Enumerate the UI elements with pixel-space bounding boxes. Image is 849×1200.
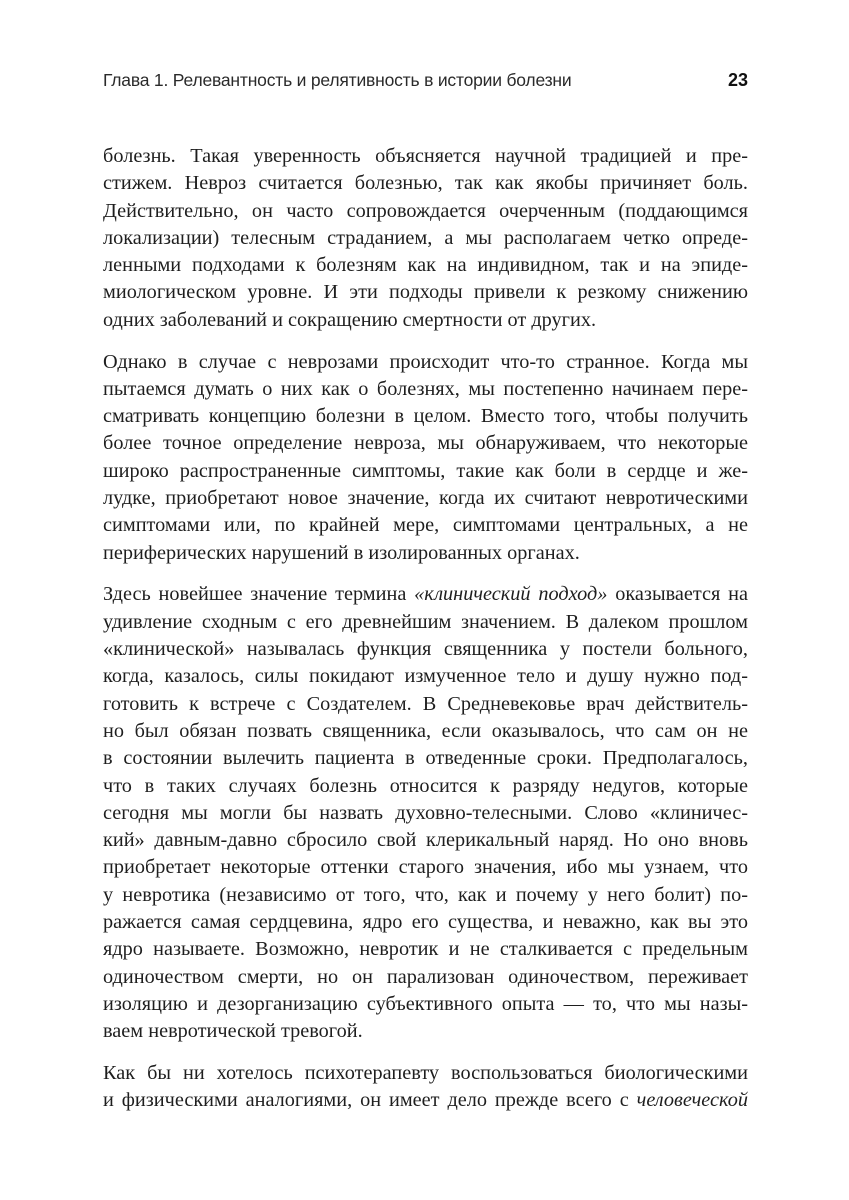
text-line: Однако в случае с неврозами происходит что-то странное. Когда мы xyxy=(103,350,748,373)
text-line: симптомами или, по крайней мере, симптомами центральных, а не xyxy=(103,514,748,537)
text-line: стижем. Невроз считается болезнью, так как якобы причиняет боль. xyxy=(103,172,748,195)
text-line: но был обязан позвать священника, если оказывалось, что сам он не xyxy=(103,719,748,742)
page-number: 23 xyxy=(727,70,748,90)
text-line: одиночеством смерти, но он парализован одиночеством, переживает xyxy=(103,965,748,988)
text-line: одних заболеваний и сокращению смертности от других. xyxy=(103,308,597,331)
chapter-title: Глава 1. Релевантность и релятивность в истории болезни xyxy=(103,70,572,90)
text-line: ядро называете. Возможно, невротик и не сталкивается с предельным xyxy=(103,938,748,961)
paragraph xyxy=(103,1060,748,1115)
paragraph xyxy=(103,143,748,334)
text-line: готовить к встрече с Создателем. В Средневековье врач действитель- xyxy=(103,692,748,715)
text-line: в состоянии вылечить пациента в отведенные сроки. Предполагалось, xyxy=(103,747,748,770)
text-line: приобретает некоторые оттенки старого значения, ибо мы узнаем, что xyxy=(103,856,748,879)
text-line: периферических нарушений в изолированных органах. xyxy=(103,541,580,564)
text-line: лудке, приобретают новое значение, когда их считают невротическими xyxy=(103,487,748,510)
paragraph xyxy=(103,581,748,1045)
text-line: у невротика (независимо от того, что, как и почему у него болит) по- xyxy=(103,883,748,906)
text-line: изоляцию и дезорганизацию субъективного опыта — то, что мы назы- xyxy=(103,992,748,1015)
text-line: «клинической» называлась функция священника у постели больного, xyxy=(103,638,748,661)
text-line: сегодня мы могли бы назвать духовно-телесными. Слово «клиничес- xyxy=(103,801,748,824)
italic-term: человеческой xyxy=(636,1089,748,1112)
text-line: миологическом уровне. И эти подходы привели к резкому снижению xyxy=(103,281,748,304)
text-line: широко распространенные симптомы, такие как боли в сердце и же- xyxy=(103,459,748,482)
running-header xyxy=(103,70,748,96)
text-line: пытаемся думать о них как о болезнях, мы постепенно начинаем пере- xyxy=(103,377,748,400)
text-line: Как бы ни хотелось психотерапевту воспользоваться биологическими xyxy=(103,1062,748,1084)
text-line: болезнь. Такая уверенность объясняется научной традицией и пре- xyxy=(103,145,748,167)
text-line: удивление сходным с его древнейшим значением. В далеком прошлом xyxy=(103,610,748,633)
text-line: ленными подходами к болезням как на индивидном, так и на эпиде- xyxy=(103,254,748,277)
body-text xyxy=(103,143,748,1129)
text-line: ваем невротической тревогой. xyxy=(103,1020,363,1043)
text-run: оказывается на xyxy=(607,583,748,606)
text-line: локализации) телесным страданием, а мы располагаем четко опреде- xyxy=(103,226,748,249)
text-line xyxy=(103,1087,748,1114)
text-line: когда, казалось, силы покидают измученное тело и душу нужно под- xyxy=(103,665,748,688)
text-line: Действительно, он часто сопровождается очерченным (поддающимся xyxy=(103,199,748,222)
text-run: Здесь новейшее значение термина xyxy=(103,583,415,606)
paragraph xyxy=(103,349,748,567)
italic-term: «клинический подход» xyxy=(414,583,608,606)
text-line: более точное определение невроза, мы обнаруживаем, что некоторые xyxy=(103,432,748,455)
text-line: ражается самая сердцевина, ядро его существа, и неважно, как вы это xyxy=(103,911,748,934)
text-line: кий» давным-давно сбросило свой клерикальный наряд. Но оно вновь xyxy=(103,829,748,852)
text-line xyxy=(103,581,748,608)
text-line: сматривать концепцию болезни в целом. Вместо того, чтобы получить xyxy=(103,405,748,428)
text-line: что в таких случаях болезнь относится к разряду недугов, которые xyxy=(103,774,748,797)
text-run: и физическими аналогиями, он имеет дело прежде всего с xyxy=(103,1089,637,1112)
